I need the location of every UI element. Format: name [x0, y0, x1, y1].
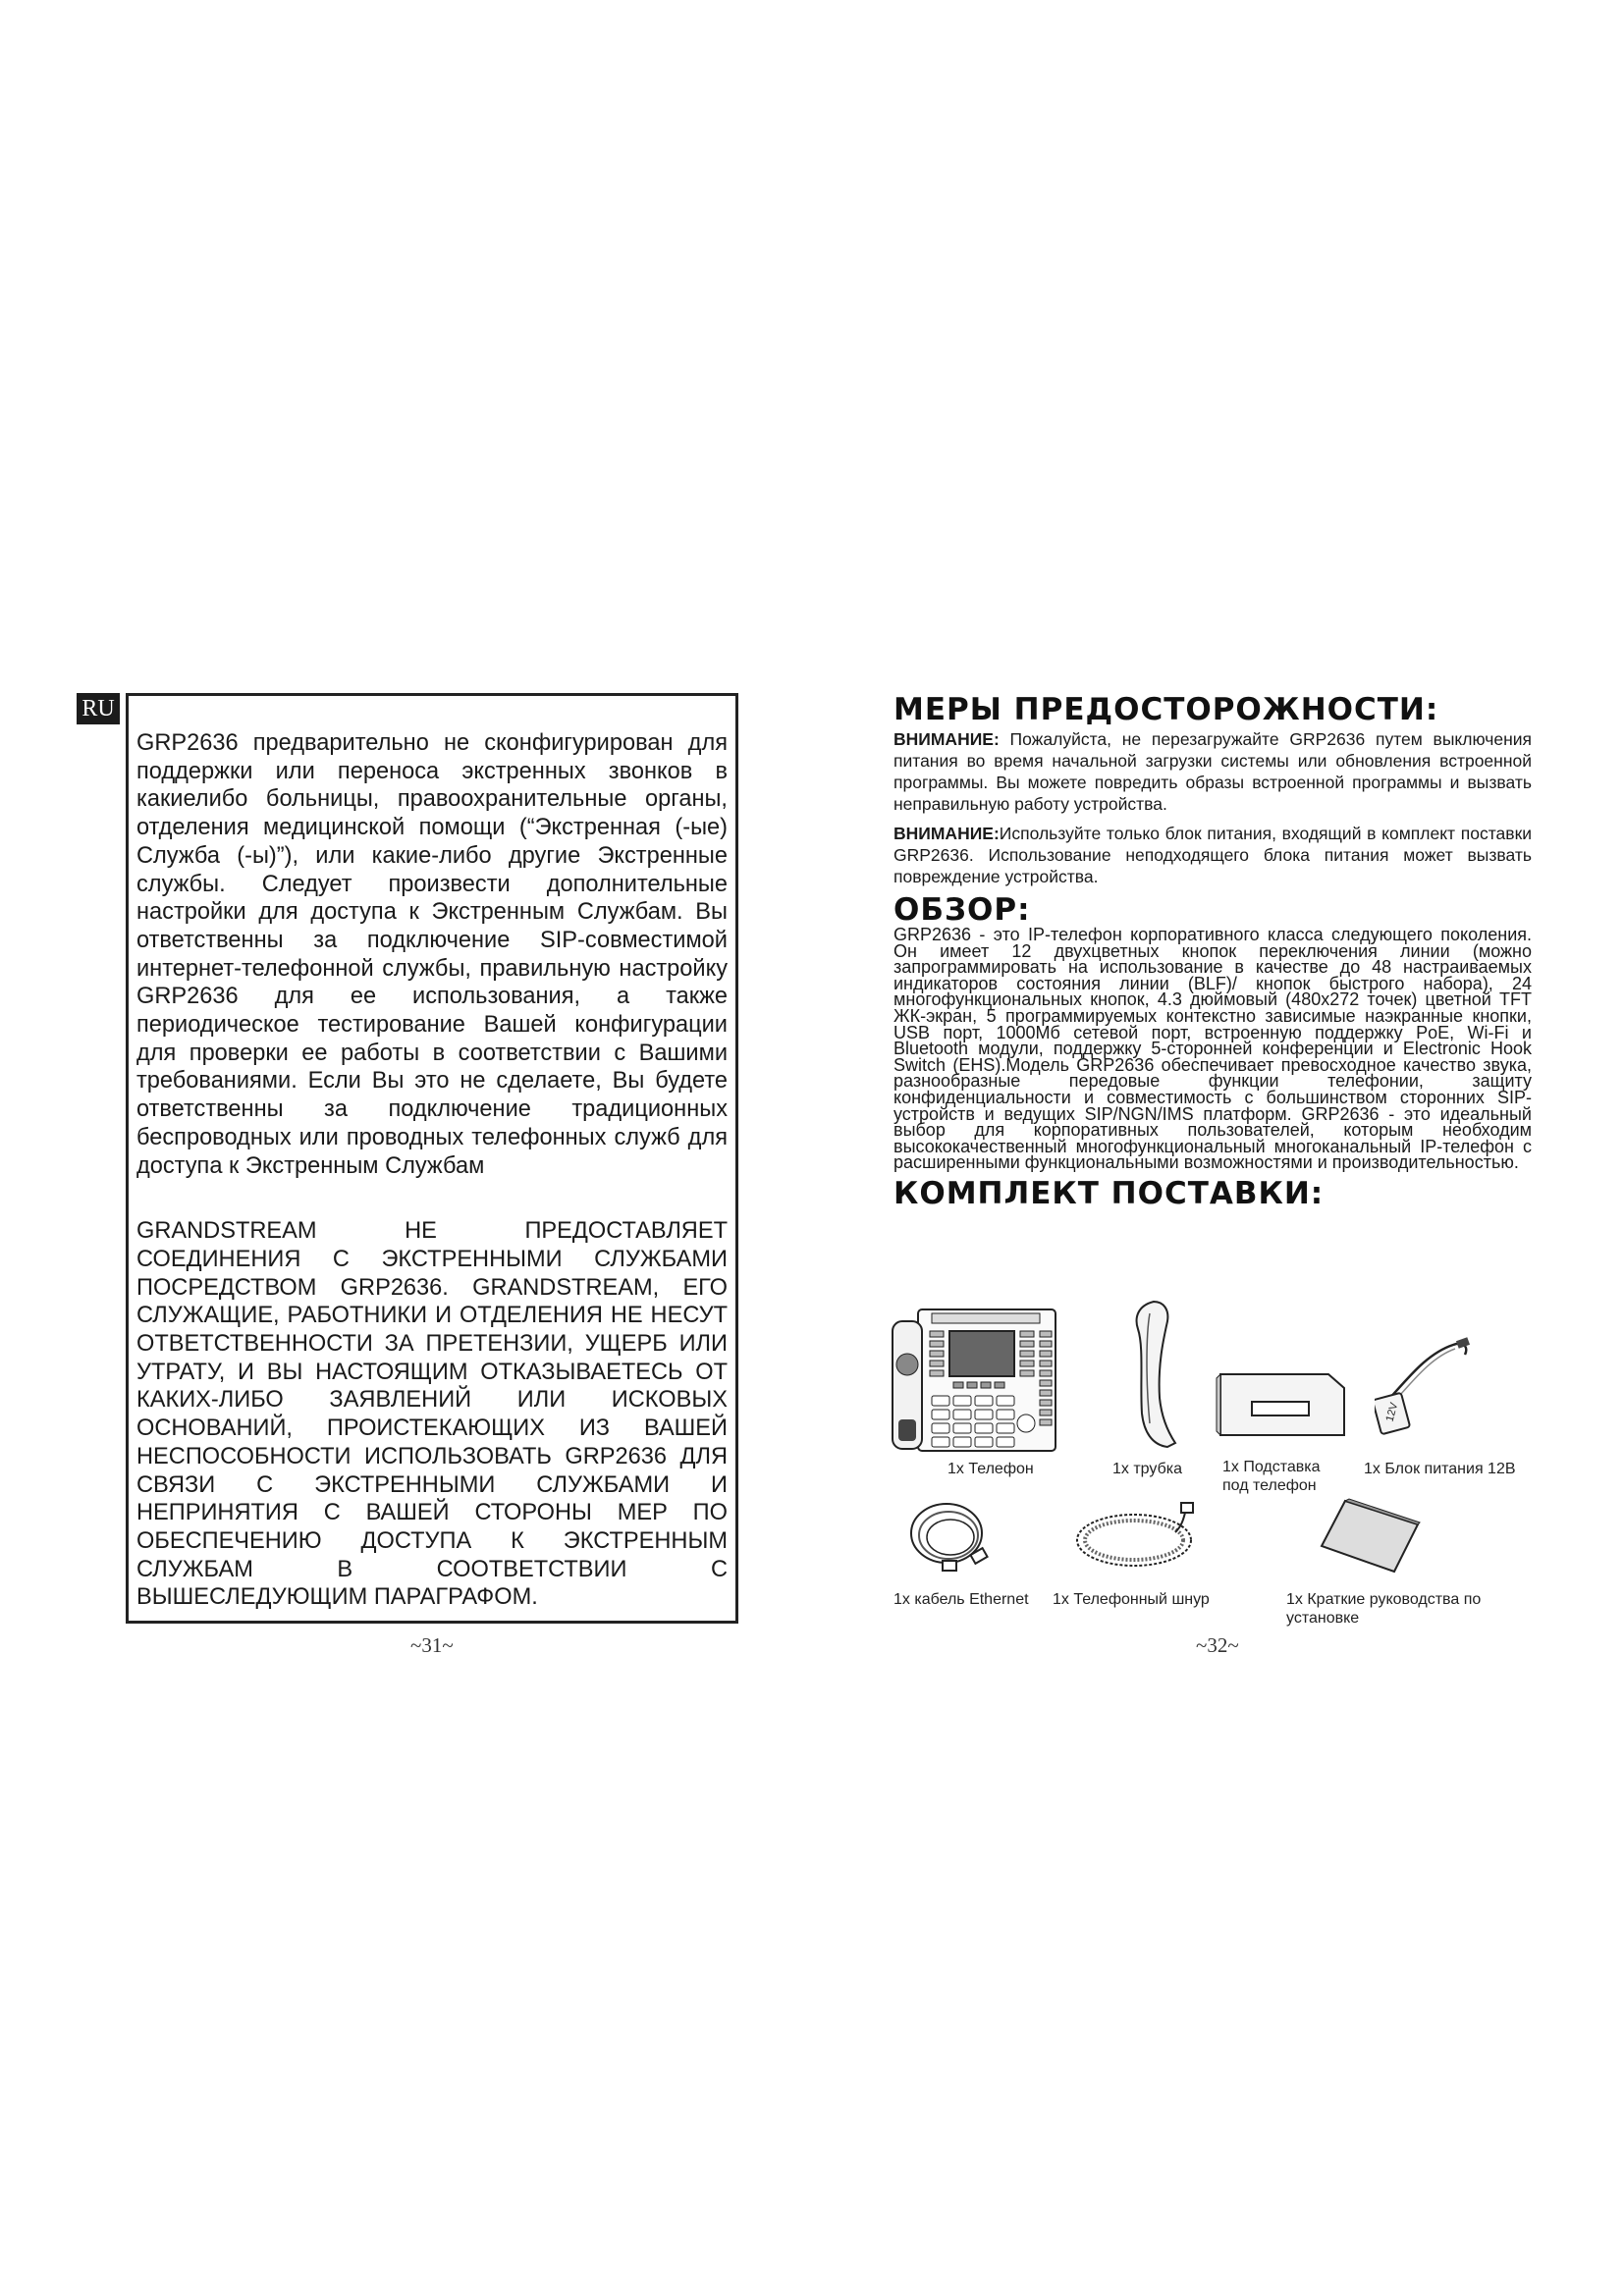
language-badge: RU	[77, 693, 120, 724]
phone-cord-icon	[1065, 1497, 1213, 1575]
package-contents-heading: КОМПЛЕКТ ПОСТАВКИ:	[893, 1175, 1325, 1211]
ethernet-cable-icon	[903, 1492, 1001, 1580]
quick-guide-illustration	[1316, 1497, 1424, 1575]
warning-text: Пожалуйста, не перезагружайте GRP2636 путем выключения питания во время начальной загрузки системы или обновления встроенной программы. Вы можете повредить образы встроенной программы и вызвать неправильную работу устройства.	[893, 729, 1532, 814]
handset-illustration	[1124, 1296, 1183, 1453]
power-adapter-illustration	[1375, 1325, 1473, 1443]
page-number-left: ~31~	[410, 1633, 454, 1657]
precautions-heading: МЕРЫ ПРЕДОСТОРОЖНОСТИ:	[893, 692, 1439, 727]
warning-label: ВНИМАНИЕ:	[893, 729, 1000, 749]
stand-illustration	[1213, 1345, 1350, 1443]
overview-heading: ОБЗОР:	[893, 892, 1031, 928]
package-item-label: 1x Телефон	[947, 1461, 1034, 1477]
warning-paragraph-2	[893, 823, 1532, 887]
emergency-notice-box	[126, 693, 738, 1624]
emergency-notice-paragraph: GRP2636 предварительно не сконфигурирован для поддержки или переноса экстренных звонков в какиелибо больницы, правоохранительные органы, отделения медицинской помощи (“Экстренная (-ые) Служба (-ы)”), или какие-либо другие Экстренные службы. Следует произвести дополнительные настройки для доступа к Экстренным Службам. Вы ответственны за подключение SIP-совместимой интернет-телефонной службы, правильную настройку GRP2636 для ее использования, а также периодическое тестирование Вашей конфигурации для проверки ее работы в соответствии с Вашими требованиями. Если Вы это не сделаете, Вы будете ответственны за подключение традиционных беспроводных или проводных телефонных служб для доступа к Экстренным Службам	[136, 730, 728, 1179]
package-contents	[884, 1296, 1551, 1629]
warning-label: ВНИМАНИЕ:	[893, 824, 1000, 843]
package-item-label: 1x Блок питания 12В	[1364, 1461, 1516, 1477]
emergency-disclaimer-paragraph: GRANDSTREAM НЕ ПРЕДОСТАВЛЯЕТ СОЕДИНЕНИЯ С ЭКСТРЕННЫМИ СЛУЖБАМИ ПОСРЕДСТВОМ GRP2636. GRANDSTREAM, ЕГО СЛУЖАЩИЕ, РАБОТНИКИ И ОТДЕЛЕНИЯ НЕ НЕСУТ ОТВЕТСТВЕННОСТИ ЗА ПРЕТЕНЗИИ, УЩЕРБ ИЛИ УТРАТУ, И ВЫ НАСТОЯЩИМ ОТКАЗЫВАЕТЕСЬ ОТ КАКИХ-ЛИБО ЗАЯВЛЕНИЙ ИЛИ ИСКОВЫХ ОСНОВАНИЙ, ПРОИСТЕКАЮЩИХ ИЗ ВАШЕЙ НЕСПОСОБНОСТИ ИСПОЛЬЗОВАТЬ GRP2636 ДЛЯ СВЯЗИ С ЭКСТРЕННЫМИ СЛУЖБАМИ И НЕПРИНЯТИЯ С ВАШЕЙ СТОРОНЫ МЕР ПО ОБЕСПЕЧЕНИЮ ДОСТУПА К ЭКСТРЕННЫМ СЛУЖБАМ В СООТВЕТСТВИИ С ВЫШЕСЛЕДУЮЩИМ ПАРАГРАФОМ.	[136, 1218, 728, 1611]
desk-phone-icon	[889, 1306, 1065, 1455]
overview-paragraph: GRP2636 - это IP-телефон корпоративного класса следующего поколения. Он имеет 12 двухцветных кнопок переключения линии (можно запрограммировать на использование в качестве до 48 настраиваемых индикаторов состояния линии (BLF)/ кнопок быстрого набора), 24 многофункциональных кнопок, 4.3 дюймовый (480x272 точек) цветной TFT ЖК-экран, 5 программируемых контекстно зависимые наэкранные кнопки, USB порт, 1000Мб сетевой порт, встроенную поддержку PoE, Wi-Fi и Bluetooth модули, поддержку 5-сторонней конференции и Electronic Hook Switch (EHS).Модель GRP2636 обеспечивает превосходное качество звука, разнообразные передовые функции телефонии, защиту конфиденциальности и совместимость с большинством сторонних SIP-устройств и ведущих SIP/NGN/IMS платформ. GRP2636 - это идеальный выбор для корпоративных пользователей, которым необходим высококачественный многофункциональный многоканальный IP-телефон с расширенными функциональными возможностями и производительностью.	[893, 925, 1532, 1173]
phone-cord-illustration	[1065, 1497, 1213, 1575]
warning-text: Используйте только блок питания, входящий в комплект поставки GRP2636. Использование неподходящего блока питания может вызвать повреждение устройства.	[893, 824, 1532, 886]
right-page-content	[893, 693, 1532, 1210]
phone-illustration	[889, 1306, 1065, 1455]
power-adapter-icon	[1375, 1325, 1473, 1443]
package-item-label: 1x Подставка под телефон	[1222, 1459, 1321, 1494]
page-number-right: ~32~	[1196, 1633, 1239, 1657]
package-item-label: 1x кабель Ethernet	[893, 1591, 1029, 1608]
handset-icon	[1124, 1296, 1183, 1453]
warning-paragraph-1	[893, 728, 1532, 815]
phone-stand-icon	[1213, 1345, 1350, 1443]
package-item-label: 1x Краткие руководства по установке	[1286, 1591, 1482, 1627]
package-item-label: 1x Телефонный шнур	[1053, 1591, 1210, 1608]
power-label: 12V	[1383, 1401, 1401, 1423]
quick-guide-icon	[1316, 1497, 1424, 1575]
package-item-label: 1x трубка	[1112, 1461, 1182, 1477]
ethernet-cable-illustration	[903, 1492, 1001, 1580]
